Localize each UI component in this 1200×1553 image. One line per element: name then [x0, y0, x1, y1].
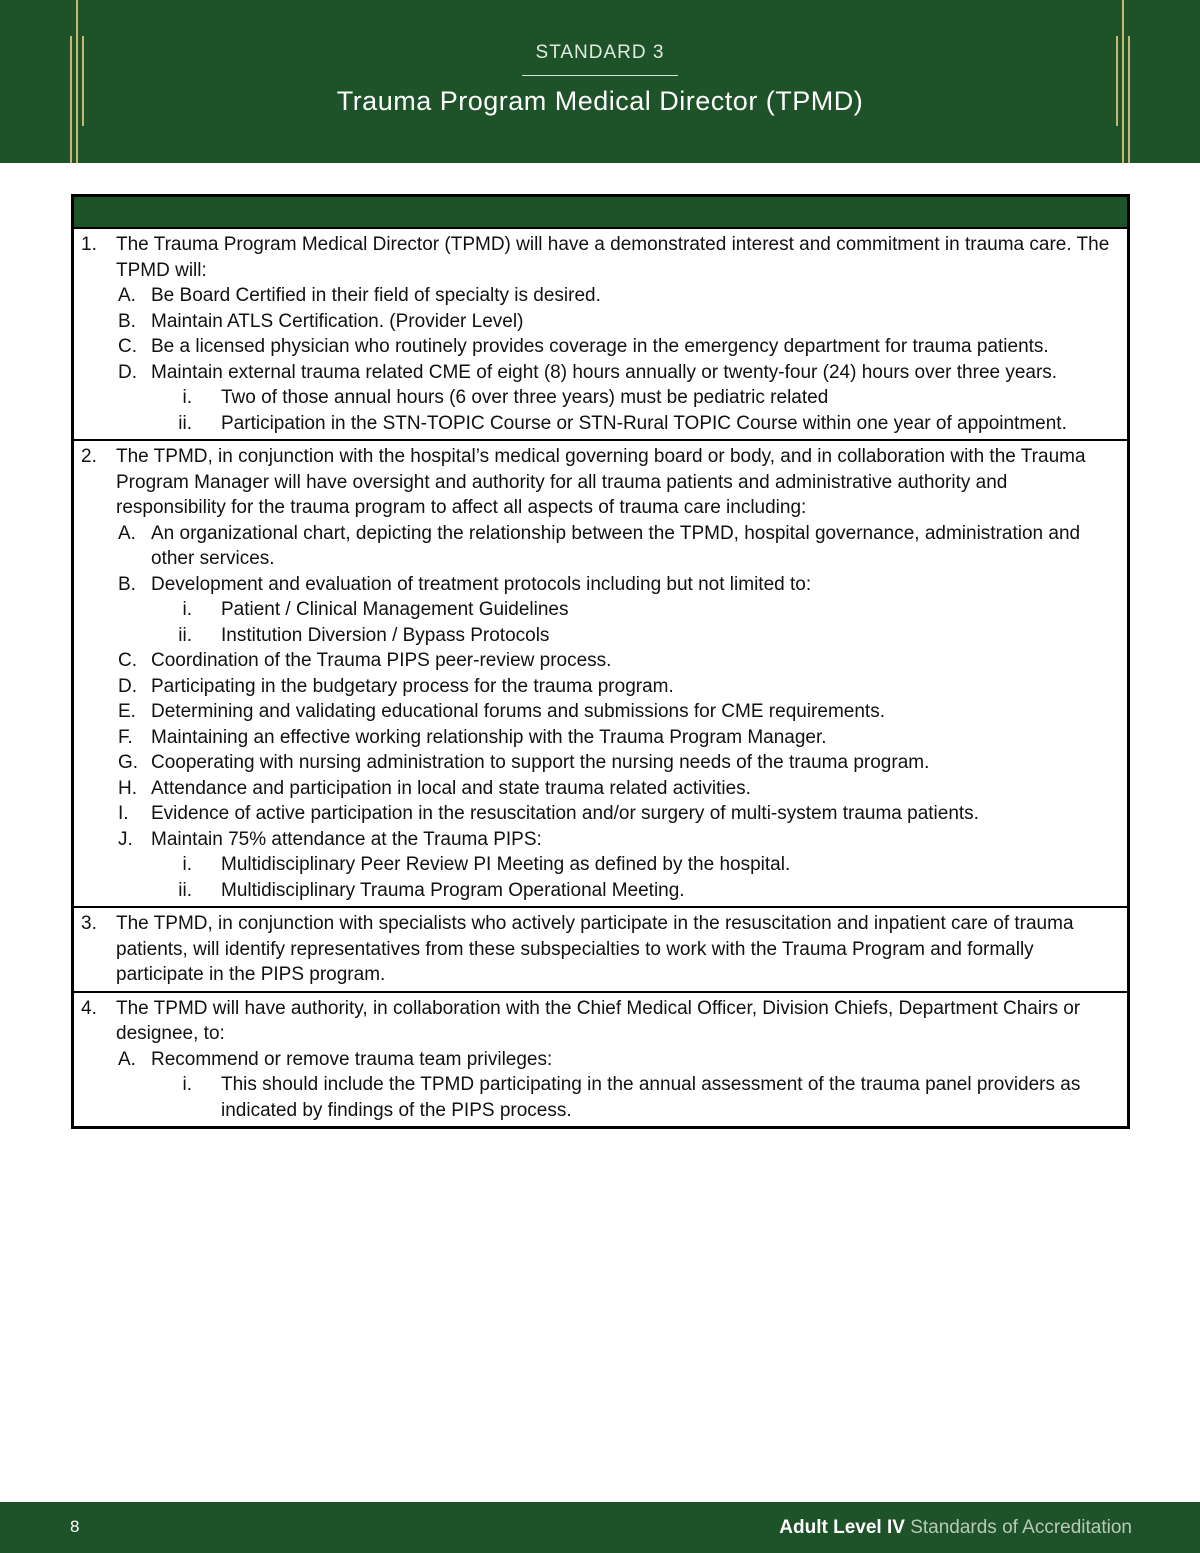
sub-item-marker: G. [118, 752, 139, 773]
sub-item [74, 827, 1119, 853]
sub-item [74, 309, 1119, 335]
roman-item-text: This should include the TPMD participating in the annual assessment of the trauma panel providers as indicated by findings of the PIPS process. [221, 1074, 1081, 1121]
item-number: 3. [81, 913, 97, 934]
sub-item [74, 776, 1119, 802]
item-text: The TPMD, in conjunction with specialists who actively participate in the resuscitation and inpatient care of trauma patients, will identify representatives from these subspecialties to work with the Trauma Program and formally participate in the PIPS program. [116, 913, 1074, 985]
sub-item [74, 334, 1119, 360]
standard-item [74, 444, 1119, 521]
kicker-divider [522, 75, 678, 76]
sub-item-text: Development and evaluation of treatment protocols including but not limited to: [151, 573, 812, 595]
sub-item-text: Maintaining an effective working relationship with the Trauma Program Manager. [151, 726, 827, 748]
item-number: 1. [81, 234, 97, 255]
sub-item-marker: A. [118, 522, 136, 544]
sub-item [74, 521, 1119, 572]
sub-item [74, 648, 1119, 674]
standard-kicker: STANDARD 3 [535, 42, 665, 63]
roman-sub-item [74, 1072, 1119, 1123]
document-level: Adult Level IV [779, 1517, 905, 1538]
sub-item [74, 283, 1119, 309]
sub-item-marker: B. [118, 573, 136, 595]
roman-marker: ii. [178, 624, 192, 646]
standard-row-1 [74, 229, 1127, 441]
table-header-bar [74, 197, 1127, 229]
roman-sub-item [74, 623, 1119, 649]
sub-item [74, 750, 1119, 776]
item-number: 2. [81, 446, 97, 467]
roman-marker: i. [182, 387, 192, 408]
sub-item-text: Maintain 75% attendance at the Trauma PIPS: [151, 828, 542, 850]
sub-item-marker: I. [118, 803, 129, 824]
sub-item-marker: J. [118, 828, 133, 850]
sub-item [74, 572, 1119, 598]
roman-item-text: Participation in the STN-TOPIC Course or STN-Rural TOPIC Course within one year of appointment. [221, 412, 1067, 434]
sub-item-marker: C. [118, 336, 137, 357]
sub-item-text: Recommend or remove trauma team privileges: [151, 1048, 553, 1070]
roman-sub-item [74, 411, 1119, 437]
page-header [0, 0, 1200, 163]
sub-item [74, 1047, 1119, 1073]
sub-item [74, 699, 1119, 725]
roman-sub-item [74, 878, 1119, 904]
roman-marker: i. [182, 1074, 192, 1095]
sub-item-text: Coordination of the Trauma PIPS peer-review process. [151, 650, 612, 671]
roman-sub-item [74, 852, 1119, 878]
item-text: The TPMD will have authority, in collaboration with the Chief Medical Officer, Division Chiefs, Department Chairs or designee, to: [116, 997, 1081, 1044]
sub-item [74, 801, 1119, 827]
roman-item-text: Multidisciplinary Peer Review PI Meeting as defined by the hospital. [221, 854, 791, 875]
roman-marker: i. [182, 854, 192, 875]
standard-row-4 [74, 993, 1127, 1127]
sub-item-marker: B. [118, 310, 136, 332]
sub-item-text: Participating in the budgetary process for the trauma program. [151, 675, 674, 697]
sub-item-text: Evidence of active participation in the resuscitation and/or surgery of multi-system trauma patients. [151, 803, 979, 824]
sub-item-marker: E. [118, 701, 136, 722]
roman-item-text: Two of those annual hours (6 over three years) must be pediatric related [221, 387, 829, 408]
roman-marker: ii. [178, 879, 192, 901]
sub-item-marker: F. [118, 726, 133, 748]
document-title [779, 1517, 1132, 1539]
sub-item-marker: A. [118, 1048, 136, 1070]
roman-sub-item [74, 597, 1119, 623]
sub-item-text: Be Board Certified in their field of specialty is desired. [151, 285, 601, 306]
sub-item-marker: H. [118, 777, 137, 799]
decorative-rule [1122, 0, 1124, 163]
standard-item [74, 996, 1119, 1047]
sub-item [74, 674, 1119, 700]
item-text: The TPMD, in conjunction with the hospital’s medical governing board or body, and in collaboration with the Trauma Program Manager will have oversight and authority for all trauma patients and administrative authority and responsibility for the trauma program to affect all aspects of trauma care including: [116, 446, 1086, 518]
standards-table [71, 194, 1130, 1129]
standard-item [74, 232, 1119, 283]
sub-item-marker: D. [118, 675, 137, 697]
sub-item-text: Determining and validating educational forums and submissions for CME requirements. [151, 701, 885, 722]
document-subtitle: Standards of Accreditation [910, 1517, 1132, 1538]
page-number: 8 [70, 1517, 80, 1536]
sub-item [74, 360, 1119, 386]
standard-item [74, 911, 1119, 988]
roman-item-text: Patient / Clinical Management Guidelines [221, 599, 569, 620]
standard-row-2 [74, 441, 1127, 908]
sub-item-text: Cooperating with nursing administration to support the nursing needs of the trauma program. [151, 752, 930, 773]
sub-item-text: Attendance and participation in local and state trauma related activities. [151, 777, 751, 799]
roman-marker: i. [182, 599, 192, 620]
item-text: The Trauma Program Medical Director (TPMD) will have a demonstrated interest and commitment in trauma care. The TPMD will: [116, 234, 1110, 281]
sub-item-marker: C. [118, 650, 137, 671]
page-footer [0, 1502, 1200, 1553]
page-title: Trauma Program Medical Director (TPMD) [336, 86, 864, 116]
sub-item-marker: A. [118, 285, 136, 306]
sub-item-text: Be a licensed physician who routinely provides coverage in the emergency department for trauma patients. [151, 336, 1049, 357]
roman-item-text: Institution Diversion / Bypass Protocols [221, 624, 550, 646]
roman-sub-item [74, 385, 1119, 411]
sub-item-marker: D. [118, 361, 137, 383]
sub-item-text: An organizational chart, depicting the relationship between the TPMD, hospital governance, administration and other services. [151, 522, 1081, 569]
decorative-rule [76, 0, 78, 163]
sub-item [74, 725, 1119, 751]
roman-marker: ii. [178, 412, 192, 434]
roman-item-text: Multidisciplinary Trauma Program Operational Meeting. [221, 879, 685, 901]
sub-item-text: Maintain ATLS Certification. (Provider Level) [151, 310, 524, 332]
standard-row-3 [74, 908, 1127, 993]
item-number: 4. [81, 997, 97, 1019]
sub-item-text: Maintain external trauma related CME of eight (8) hours annually or twenty-four (24) hours over three years. [151, 361, 1058, 383]
